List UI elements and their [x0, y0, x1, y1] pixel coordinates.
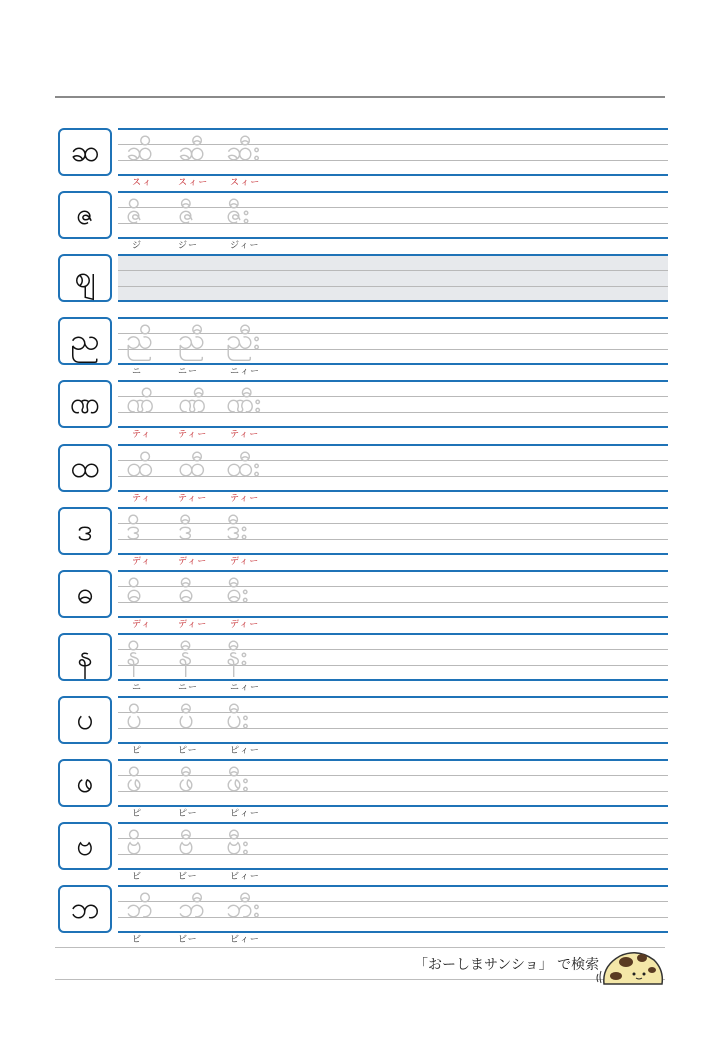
guide-line	[118, 300, 668, 302]
reading-label: ピ	[132, 745, 143, 756]
guide-line	[118, 679, 668, 681]
letter-glyph: ဗ	[76, 828, 94, 864]
letter-glyph: ဏ	[69, 386, 101, 422]
trace-syllable: ဖိ	[126, 765, 142, 798]
reading-label: ビー	[178, 935, 198, 946]
letter-glyph: ဖ	[76, 765, 94, 800]
trace-syllable: ဆီး	[226, 134, 261, 167]
guide-line	[118, 775, 668, 776]
guide-line	[118, 602, 668, 603]
writing-guides[interactable]	[118, 254, 668, 302]
guide-line	[118, 791, 668, 792]
guide-line	[118, 570, 668, 572]
guide-line	[118, 868, 668, 870]
trace-syllable: ထိ	[126, 449, 154, 483]
reading-label: ビィー	[230, 935, 260, 946]
trace-syllable: ဆီ	[178, 134, 206, 167]
guide-line	[118, 759, 668, 761]
letter-box	[58, 570, 112, 618]
reading-label: ビィー	[230, 872, 260, 883]
reading-label: ディ	[132, 619, 152, 630]
trace-syllable: နီ	[178, 638, 193, 672]
guide-line	[118, 553, 668, 555]
writing-guides[interactable]	[118, 759, 668, 807]
trace-syllable: ဇီ	[178, 197, 195, 231]
practice-row	[0, 570, 720, 633]
guide-line	[118, 380, 668, 382]
reading-label: ピィー	[230, 745, 260, 756]
guide-line	[118, 426, 668, 428]
footer-rule-bottom	[55, 979, 665, 980]
letter-box	[58, 191, 112, 239]
trace-syllable: ဇီး	[226, 197, 250, 231]
trace-syllable: ဘိ	[126, 891, 153, 925]
guide-line	[118, 363, 668, 365]
letter-box	[58, 254, 112, 302]
practice-row	[0, 696, 720, 759]
trace-syllable: ဒိ	[126, 512, 141, 546]
reading-label: スィー	[230, 178, 261, 188]
guide-line	[118, 128, 668, 130]
practice-row	[0, 633, 720, 696]
guide-line	[118, 191, 668, 193]
guide-line	[118, 805, 668, 807]
reading-label: スィ	[132, 178, 153, 188]
letter-glyph: ဓ	[76, 575, 94, 611]
guide-line	[118, 523, 668, 524]
writing-guides[interactable]	[118, 570, 668, 618]
reading-label: ディー	[230, 619, 260, 630]
guide-line	[118, 696, 668, 698]
letter-box	[58, 633, 112, 681]
practice-row	[0, 191, 720, 254]
trace-syllable: ဇိ	[126, 197, 143, 231]
reading-label: ディー	[230, 556, 260, 567]
guide-line	[118, 207, 668, 208]
trace-syllable: ဏီး	[226, 386, 262, 420]
trace-syllable: ဓီး	[226, 575, 249, 609]
guide-line	[118, 286, 668, 287]
reading-label: ニィー	[230, 682, 261, 693]
practice-row	[0, 128, 720, 191]
guide-line	[118, 586, 668, 587]
reading-label: ニ	[132, 367, 143, 378]
reading-label: ジ	[132, 241, 143, 252]
writing-guides[interactable]	[118, 633, 668, 681]
letter-glyph: ဇ	[76, 197, 94, 233]
guide-line	[118, 885, 668, 887]
letter-box	[58, 444, 112, 492]
guide-line	[118, 742, 668, 744]
reading-label: ニ	[132, 682, 143, 693]
reading-label: ビー	[178, 872, 198, 883]
trace-syllable: ပီး	[226, 701, 250, 735]
guide-line	[118, 444, 668, 446]
trace-syllable: ဘီး	[226, 891, 261, 925]
reading-label: ディー	[178, 619, 208, 630]
letter-box	[58, 822, 112, 870]
writing-guides[interactable]	[118, 696, 668, 744]
writing-guides[interactable]	[118, 191, 668, 239]
trace-syllable: ထီ	[178, 449, 206, 483]
trace-syllable: ဒီ	[178, 512, 193, 546]
salamander-mascot-icon	[596, 944, 666, 988]
trace-syllable: ဓိ	[126, 575, 142, 609]
letter-box	[58, 885, 112, 933]
trace-syllable: ဏိ	[126, 386, 155, 420]
trace-syllable: ဒီး	[226, 512, 248, 546]
footer-rule-top	[55, 947, 665, 948]
reading-label: ティー	[230, 493, 260, 504]
letter-glyph: ထ	[70, 449, 100, 485]
guide-line	[118, 223, 668, 224]
reading-label: ディ	[132, 556, 152, 567]
letter-box	[58, 317, 112, 365]
guide-line	[118, 616, 668, 618]
letter-glyph: ဒ	[77, 512, 93, 548]
letter-glyph: ဆ	[70, 134, 100, 169]
guide-line	[118, 633, 668, 635]
guide-line	[118, 317, 668, 319]
letter-glyph: န	[77, 638, 93, 674]
guide-line	[118, 270, 668, 271]
practice-row	[0, 822, 720, 885]
letter-box	[58, 128, 112, 176]
letter-box	[58, 759, 112, 807]
letter-glyph: ပ	[76, 701, 94, 737]
writing-guides[interactable]	[118, 507, 668, 555]
reading-label: スィー	[178, 178, 209, 188]
practice-row	[0, 444, 720, 507]
search-hint: 「おーしまサンショ」 で検索	[414, 957, 600, 973]
letter-glyph: ဈ	[74, 260, 96, 296]
guide-line	[118, 665, 668, 666]
trace-syllable: ဗိ	[126, 828, 142, 862]
reading-label: ビ	[132, 935, 143, 946]
trace-syllable: နီး	[226, 638, 248, 672]
reading-label: ピ	[132, 809, 143, 819]
reading-label: ニー	[178, 682, 199, 693]
reading-label: ティ	[132, 430, 152, 441]
trace-syllable: ပိ	[126, 701, 142, 735]
letter-glyph: ည	[70, 323, 100, 359]
trace-syllable: ဏီ	[178, 386, 207, 420]
reading-label: ピー	[178, 809, 198, 819]
reading-label: ピィー	[230, 809, 260, 819]
trace-syllable: ညိ	[126, 323, 154, 357]
trace-syllable: ပီ	[178, 701, 194, 735]
trace-syllable: နိ	[126, 638, 141, 672]
reading-label: ティー	[178, 493, 208, 504]
trace-syllable: ဆိ	[126, 134, 154, 167]
reading-label: ジィー	[230, 241, 260, 252]
trace-syllable: ဘီ	[178, 891, 205, 925]
guide-line	[118, 539, 668, 540]
letter-box	[58, 380, 112, 428]
guide-line	[118, 649, 668, 650]
guide-line	[118, 712, 668, 713]
guide-line	[118, 507, 668, 509]
trace-syllable: ညီ	[178, 323, 206, 357]
trace-syllable: ဖီ	[178, 765, 194, 798]
trace-syllable: ထီး	[226, 449, 261, 483]
guide-line	[118, 728, 668, 729]
practice-row	[0, 759, 720, 822]
guide-line	[118, 237, 668, 239]
reading-label: ピー	[178, 745, 198, 756]
letter-glyph: ဘ	[70, 891, 100, 927]
letter-box	[58, 696, 112, 744]
trace-syllable: ဗီ	[178, 828, 194, 862]
guide-line	[118, 854, 668, 855]
guide-line	[118, 174, 668, 176]
reading-label: ティー	[178, 430, 208, 441]
practice-row	[0, 254, 720, 317]
guide-line	[118, 822, 668, 824]
reading-label: ニィー	[230, 367, 261, 378]
reading-label: ティー	[230, 430, 260, 441]
reading-label: ニー	[178, 367, 199, 378]
guide-line	[118, 838, 668, 839]
letter-box	[58, 507, 112, 555]
writing-guides[interactable]	[118, 822, 668, 870]
reading-label: ディー	[178, 556, 208, 567]
trace-syllable: ဓီ	[178, 575, 194, 609]
practice-row	[0, 507, 720, 570]
top-rule	[55, 96, 665, 98]
reading-label: ティ	[132, 493, 152, 504]
trace-syllable: ဗီး	[226, 828, 250, 862]
practice-row	[0, 380, 720, 443]
practice-row	[0, 317, 720, 380]
guide-line	[118, 254, 668, 256]
reading-label: ビ	[132, 872, 143, 883]
guide-line	[118, 490, 668, 492]
trace-syllable: ညီး	[226, 323, 261, 357]
guide-line	[118, 931, 668, 933]
practice-row	[0, 885, 720, 948]
reading-label: ジー	[178, 241, 199, 252]
trace-syllable: ဖီး	[226, 765, 250, 798]
